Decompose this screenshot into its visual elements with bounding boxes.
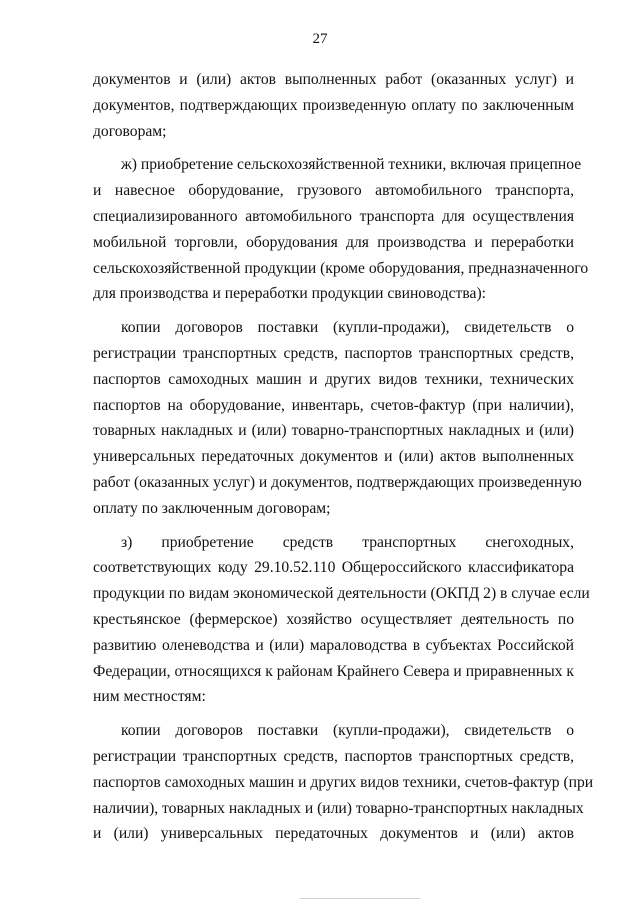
text-line: соответствующих коду 29.10.52.110 Общероссийского классификатора xyxy=(93,559,574,577)
text-line: оплату по заключенным договорам; xyxy=(93,499,331,517)
text-line: копии договоров поставки (купли-продажи), свидетельств о xyxy=(121,722,574,740)
text-line: работ (оказанных услуг) и документов, подтверждающих произведенную xyxy=(93,473,582,491)
text-line: договорам; xyxy=(93,122,167,140)
text-line: универсальных передаточных документов и (или) актов выполненных xyxy=(93,448,574,466)
text-line: сельскохозяйственной продукции (кроме оборудования, предназначенного xyxy=(93,259,589,277)
text-line: наличии), товарных накладных и (или) товарно-транспортных накладных xyxy=(93,799,584,817)
paragraph-spacer xyxy=(93,144,574,152)
text-line: документов и (или) актов выполненных работ (оказанных услуг) и xyxy=(93,71,574,88)
text-line: копии договоров поставки (купли-продажи), свидетельств о xyxy=(121,319,574,337)
text-line: для производства и переработки продукции свиноводства): xyxy=(93,285,486,303)
paragraph xyxy=(93,67,574,144)
paragraph-spacer xyxy=(93,307,574,315)
text-line: регистрации транспортных средств, паспортов транспортных средств, xyxy=(93,344,574,362)
text-line: мобильной торговли, оборудования для производства и переработки xyxy=(93,233,574,251)
text-line: и (или) универсальных передаточных документов и (или) актов xyxy=(93,825,574,843)
text-line: товарных накладных и (или) товарно-транспортных накладных и (или) xyxy=(93,422,574,440)
text-line: регистрации транспортных средств, паспортов транспортных средств, xyxy=(93,747,574,765)
paragraph xyxy=(93,718,594,847)
text-line: ним местностям: xyxy=(93,688,206,706)
text-line: крестьянское (фермерское) хозяйство осуществляет деятельность по xyxy=(93,610,574,628)
footer-rule xyxy=(300,898,420,899)
paragraph xyxy=(93,530,590,711)
page-number: 27 xyxy=(312,31,328,47)
text-line: паспортов на оборудование, инвентарь, счетов-фактур (при наличии), xyxy=(93,396,574,414)
document-body xyxy=(93,67,594,847)
paragraph-spacer xyxy=(93,710,574,718)
paragraph xyxy=(93,152,589,307)
text-line: документов, подтверждающих произведенную оплату по заключенным xyxy=(93,96,574,114)
text-line: ж) приобретение сельскохозяйственной техники, включая прицепное xyxy=(121,156,582,174)
text-line: развитию оленеводства и (или) мараловодства в субъектах Российской xyxy=(93,636,574,654)
text-line: паспортов самоходных машин и других видов техники, счетов-фактур (при xyxy=(93,773,594,791)
text-line: паспортов самоходных машин и других видов техники, технических xyxy=(93,370,574,388)
text-line: специализированного автомобильного транспорта для осуществления xyxy=(93,207,574,225)
paragraph xyxy=(93,315,582,521)
text-line: и навесное оборудование, грузового автомобильного транспорта, xyxy=(93,182,574,200)
text-line: продукции по видам экономической деятельности (ОКПД 2) в случае если xyxy=(93,585,590,603)
paragraph-spacer xyxy=(93,522,574,530)
text-line: Федерации, относящихся к районам Крайнего Севера и приравненных к xyxy=(93,662,574,680)
text-line: з) приобретение средств транспортных снегоходных, xyxy=(121,533,574,551)
